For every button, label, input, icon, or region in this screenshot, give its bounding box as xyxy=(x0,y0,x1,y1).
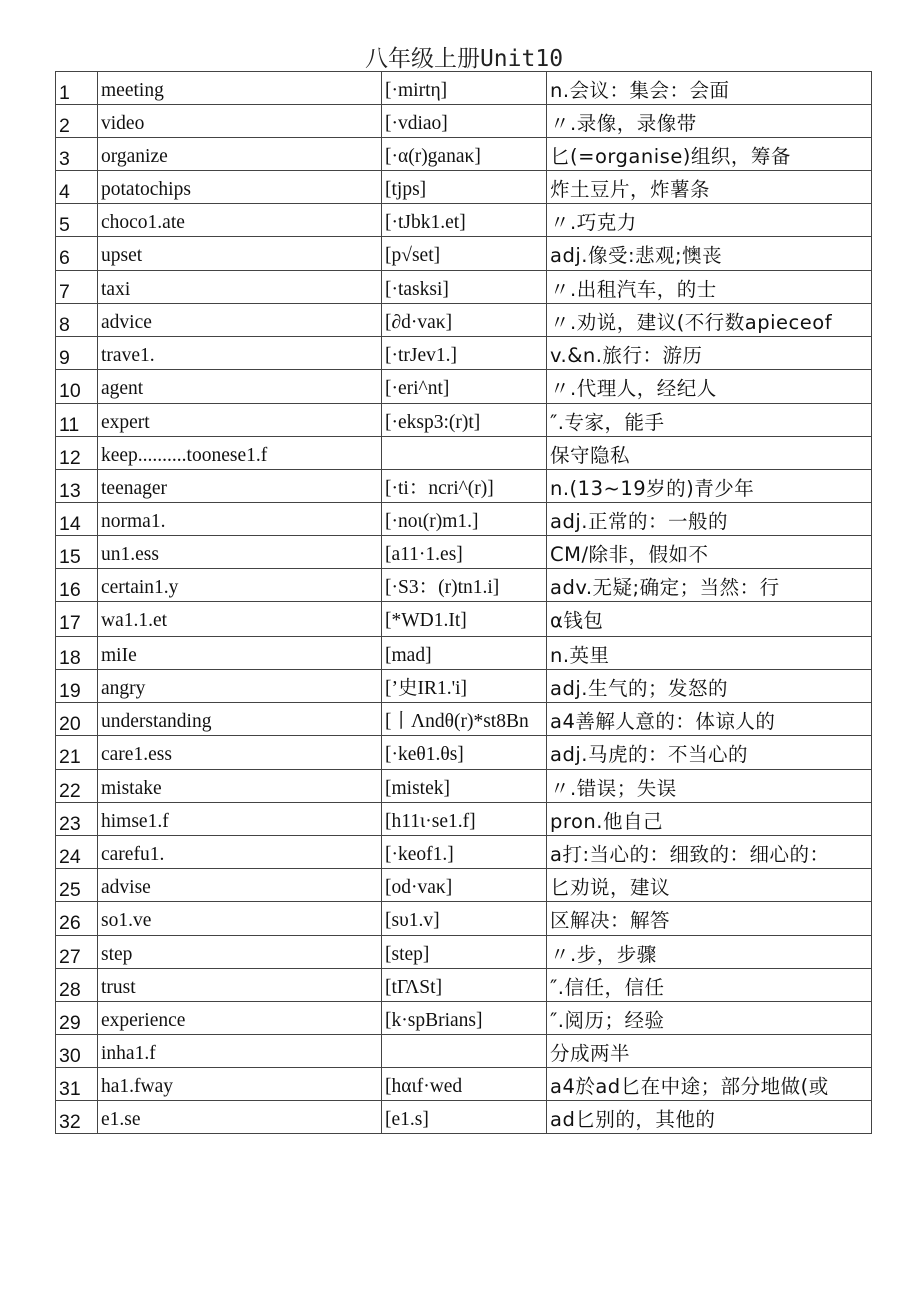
phonetic-cell xyxy=(382,271,547,304)
phonetic-cell-text: [tΓΛSt] xyxy=(385,977,443,998)
table-row xyxy=(56,72,872,105)
meaning-cell xyxy=(547,703,872,736)
word-cell xyxy=(98,836,382,869)
table-row xyxy=(56,902,872,936)
word-cell-text: experience xyxy=(101,1010,186,1031)
phonetic-cell xyxy=(382,105,547,138)
phonetic-cell xyxy=(382,602,547,637)
word-cell xyxy=(98,770,382,803)
phonetic-cell xyxy=(382,304,547,337)
table-row xyxy=(56,569,872,602)
table-row xyxy=(56,171,872,204)
phonetic-cell xyxy=(382,1068,547,1101)
word-cell xyxy=(98,437,382,470)
meaning-cell-text: adv.无疑;确定；当然：行 xyxy=(550,576,780,599)
word-cell xyxy=(98,105,382,138)
phonetic-cell-text: [p√set] xyxy=(385,245,441,266)
phonetic-cell-text: [tjps] xyxy=(385,179,427,200)
meaning-cell xyxy=(547,470,872,503)
table-row xyxy=(56,803,872,836)
word-cell-text: potatochips xyxy=(101,179,191,200)
meaning-cell-text: ″.信任，信任 xyxy=(550,976,665,999)
row-number xyxy=(56,370,98,404)
table-row xyxy=(56,869,872,902)
row-number xyxy=(56,536,98,569)
word-cell xyxy=(98,470,382,503)
table-row xyxy=(56,637,872,670)
phonetic-cell-text: [丨Λndθ(r)*st8Bn xyxy=(385,711,529,732)
meaning-cell xyxy=(547,803,872,836)
row-number xyxy=(56,437,98,470)
row-number-text: 14 xyxy=(59,513,81,535)
meaning-cell-text: n.(13~19岁的)青少年 xyxy=(550,477,755,500)
word-cell xyxy=(98,304,382,337)
meaning-cell xyxy=(547,1035,872,1068)
table-row xyxy=(56,138,872,171)
vocabulary-table-body xyxy=(56,72,872,1134)
row-number-text: 15 xyxy=(59,546,81,568)
meaning-cell-text: 〃.巧克力 xyxy=(550,211,637,234)
word-cell-text: so1.ve xyxy=(101,910,152,931)
row-number-text: 7 xyxy=(59,281,70,303)
phonetic-cell xyxy=(382,836,547,869)
word-cell xyxy=(98,803,382,836)
word-cell xyxy=(98,602,382,637)
word-cell xyxy=(98,337,382,370)
row-number xyxy=(56,271,98,304)
table-row xyxy=(56,370,872,404)
row-number-text: 2 xyxy=(59,115,70,137)
row-number-text: 30 xyxy=(59,1045,81,1067)
meaning-cell-text: 分成两半 xyxy=(550,1042,631,1065)
word-cell xyxy=(98,569,382,602)
row-number-text: 20 xyxy=(59,713,81,735)
meaning-cell xyxy=(547,404,872,437)
meaning-cell xyxy=(547,936,872,969)
meaning-cell-text: 匕劝说，建议 xyxy=(550,876,671,899)
meaning-cell xyxy=(547,902,872,936)
phonetic-cell xyxy=(382,503,547,536)
phonetic-cell xyxy=(382,370,547,404)
table-row xyxy=(56,105,872,138)
phonetic-cell xyxy=(382,869,547,902)
meaning-cell-text: n.英里 xyxy=(550,644,610,667)
meaning-cell xyxy=(547,337,872,370)
phonetic-cell-text: [od·vaκ] xyxy=(385,877,453,898)
row-number-text: 10 xyxy=(59,380,81,402)
meaning-cell xyxy=(547,969,872,1002)
word-cell-text: mistake xyxy=(101,778,162,799)
word-cell-text: keep..........toonese1.f xyxy=(101,445,268,466)
row-number xyxy=(56,72,98,105)
meaning-cell-text: 〃.步，步骤 xyxy=(550,943,657,966)
meaning-cell-text: 〃.出租汽车，的士 xyxy=(550,278,717,301)
meaning-cell-text: ″.阅历；经验 xyxy=(550,1009,665,1032)
phonetic-cell-text: [step] xyxy=(385,944,430,965)
word-cell-text: agent xyxy=(101,378,144,399)
table-row xyxy=(56,1068,872,1101)
word-cell-text: choco1.ate xyxy=(101,212,185,233)
meaning-cell-text: 匕(=organise)组织，筹备 xyxy=(550,145,791,168)
meaning-cell xyxy=(547,536,872,569)
table-row xyxy=(56,470,872,503)
phonetic-cell-text: [a11·1.es] xyxy=(385,544,463,565)
row-number-text: 17 xyxy=(59,612,81,634)
word-cell xyxy=(98,1101,382,1134)
row-number-text: 19 xyxy=(59,680,81,702)
meaning-cell-text: CM/除非，假如不 xyxy=(550,543,709,566)
meaning-cell-text: v.&n.旅行：游历 xyxy=(550,344,703,367)
word-cell-text: trave1. xyxy=(101,345,155,366)
word-cell-text: trust xyxy=(101,977,136,998)
row-number xyxy=(56,171,98,204)
meaning-cell xyxy=(547,670,872,703)
phonetic-cell-text: [·mirtη] xyxy=(385,80,448,101)
phonetic-cell xyxy=(382,770,547,803)
word-cell xyxy=(98,670,382,703)
meaning-cell-text: 〃.错误；失误 xyxy=(550,777,677,800)
word-cell xyxy=(98,404,382,437)
row-number xyxy=(56,1002,98,1035)
meaning-cell xyxy=(547,869,872,902)
phonetic-cell-text: [*WD1.It] xyxy=(385,610,467,631)
row-number xyxy=(56,770,98,803)
row-number-text: 31 xyxy=(59,1078,81,1100)
row-number xyxy=(56,503,98,536)
row-number-text: 6 xyxy=(59,247,70,269)
word-cell xyxy=(98,902,382,936)
row-number-text: 22 xyxy=(59,780,81,802)
table-row xyxy=(56,1101,872,1134)
word-cell xyxy=(98,503,382,536)
phonetic-cell xyxy=(382,404,547,437)
meaning-cell-text: pron.他自己 xyxy=(550,810,663,833)
row-number-text: 28 xyxy=(59,979,81,1001)
meaning-cell xyxy=(547,569,872,602)
meaning-cell-text: 区解决：解答 xyxy=(550,909,671,932)
row-number xyxy=(56,204,98,237)
meaning-cell-text: 〃.代理人，经纪人 xyxy=(550,377,717,400)
row-number-text: 29 xyxy=(59,1012,81,1034)
phonetic-cell xyxy=(382,803,547,836)
word-cell-text: carefu1. xyxy=(101,844,165,865)
word-cell-text: himse1.f xyxy=(101,811,169,832)
meaning-cell xyxy=(547,171,872,204)
meaning-cell-text: 〃.劝说，建议(不行数apieceof xyxy=(550,311,833,334)
phonetic-cell-text: [e1.s] xyxy=(385,1109,429,1130)
word-cell-text: e1.se xyxy=(101,1109,141,1130)
word-cell xyxy=(98,969,382,1002)
phonetic-cell xyxy=(382,437,547,470)
phonetic-cell-text: [k·spBrians] xyxy=(385,1010,483,1031)
phonetic-cell xyxy=(382,736,547,770)
phonetic-cell xyxy=(382,237,547,271)
table-row xyxy=(56,1002,872,1035)
meaning-cell xyxy=(547,271,872,304)
word-cell xyxy=(98,869,382,902)
meaning-cell-text: a4於ad匕在中途；部分地做(或 xyxy=(550,1075,829,1098)
row-number-text: 25 xyxy=(59,879,81,901)
meaning-cell-text: a打:当心的：细致的：细心的： xyxy=(550,843,830,866)
word-cell-text: step xyxy=(101,944,133,965)
meaning-cell-text: adj.生气的；发怒的 xyxy=(550,677,728,700)
meaning-cell-text: ad匕别的，其他的 xyxy=(550,1108,716,1131)
word-cell-text: un1.ess xyxy=(101,544,159,565)
row-number-text: 32 xyxy=(59,1111,81,1133)
phonetic-cell-text: [·eri^nt] xyxy=(385,378,450,399)
table-row xyxy=(56,204,872,237)
phonetic-cell-text: [∂d·vaκ] xyxy=(385,312,453,333)
word-cell-text: taxi xyxy=(101,279,131,300)
row-number xyxy=(56,670,98,703)
meaning-cell xyxy=(547,1101,872,1134)
phonetic-cell xyxy=(382,536,547,569)
row-number-text: 16 xyxy=(59,579,81,601)
table-row xyxy=(56,1035,872,1068)
word-cell xyxy=(98,72,382,105)
row-number-text: 5 xyxy=(59,214,70,236)
phonetic-cell xyxy=(382,1035,547,1068)
row-number xyxy=(56,105,98,138)
row-number xyxy=(56,138,98,171)
word-cell xyxy=(98,138,382,171)
row-number xyxy=(56,703,98,736)
phonetic-cell-text: [·keof1.] xyxy=(385,844,454,865)
row-number xyxy=(56,936,98,969)
phonetic-cell xyxy=(382,1002,547,1035)
row-number xyxy=(56,1101,98,1134)
phonetic-cell-text: [·tJbk1.et] xyxy=(385,212,466,233)
meaning-cell-text: adj.正常的：一般的 xyxy=(550,510,728,533)
word-cell xyxy=(98,171,382,204)
meaning-cell-text: α钱包 xyxy=(550,609,604,632)
phonetic-cell xyxy=(382,969,547,1002)
phonetic-cell-text: [·trJev1.] xyxy=(385,345,458,366)
table-row xyxy=(56,237,872,271)
phonetic-cell-text: [·vdiao] xyxy=(385,113,448,134)
row-number-text: 24 xyxy=(59,846,81,868)
word-cell-text: meeting xyxy=(101,80,164,101)
word-cell-text: ha1.fway xyxy=(101,1076,174,1097)
word-cell-text: wa1.1.et xyxy=(101,610,168,631)
row-number-text: 23 xyxy=(59,813,81,835)
phonetic-cell xyxy=(382,470,547,503)
vocabulary-table xyxy=(55,71,872,1134)
table-row xyxy=(56,770,872,803)
word-cell-text: angry xyxy=(101,678,146,699)
word-cell xyxy=(98,204,382,237)
table-row xyxy=(56,337,872,370)
row-number xyxy=(56,902,98,936)
meaning-cell-text: 保守隐私 xyxy=(550,444,631,467)
meaning-cell xyxy=(547,138,872,171)
row-number xyxy=(56,304,98,337)
phonetic-cell-text: [mistek] xyxy=(385,778,450,799)
phonetic-cell xyxy=(382,902,547,936)
phonetic-cell-text: [·α(r)ganaκ] xyxy=(385,146,481,167)
phonetic-cell-text: [mad] xyxy=(385,645,432,666)
phonetic-cell-text: [·S3：(r)tn1.i] xyxy=(385,577,500,598)
table-row xyxy=(56,404,872,437)
phonetic-cell-text: [·tasksi] xyxy=(385,279,449,300)
meaning-cell xyxy=(547,437,872,470)
row-number xyxy=(56,836,98,869)
word-cell xyxy=(98,237,382,271)
phonetic-cell-text: [·ti：ncri^(r)] xyxy=(385,478,494,499)
row-number-text: 1 xyxy=(59,82,70,104)
table-row xyxy=(56,271,872,304)
meaning-cell xyxy=(547,1068,872,1101)
meaning-cell-text: 〃.录像，录像带 xyxy=(550,112,697,135)
phonetic-cell xyxy=(382,569,547,602)
table-row xyxy=(56,703,872,736)
table-row xyxy=(56,503,872,536)
meaning-cell xyxy=(547,72,872,105)
meaning-cell xyxy=(547,736,872,770)
word-cell xyxy=(98,1068,382,1101)
word-cell xyxy=(98,637,382,670)
row-number xyxy=(56,1068,98,1101)
word-cell xyxy=(98,271,382,304)
row-number-text: 18 xyxy=(59,647,81,669)
meaning-cell-text: ″.专家，能手 xyxy=(550,411,665,434)
meaning-cell-text: n.会议：集会：会面 xyxy=(550,79,730,102)
phonetic-cell-text: [’史IR1.'i] xyxy=(385,678,468,699)
phonetic-cell-text: [hαιf·wed xyxy=(385,1076,463,1097)
word-cell-text: care1.ess xyxy=(101,744,172,765)
phonetic-cell xyxy=(382,1101,547,1134)
table-row xyxy=(56,670,872,703)
meaning-cell xyxy=(547,836,872,869)
meaning-cell xyxy=(547,637,872,670)
table-row xyxy=(56,836,872,869)
row-number-text: 26 xyxy=(59,912,81,934)
phonetic-cell xyxy=(382,637,547,670)
word-cell-text: advice xyxy=(101,312,152,333)
meaning-cell-text: 炸土豆片，炸薯条 xyxy=(550,178,711,201)
row-number-text: 13 xyxy=(59,480,81,502)
meaning-cell xyxy=(547,304,872,337)
row-number xyxy=(56,803,98,836)
phonetic-cell-text: [·eksp3:(r)t] xyxy=(385,412,481,433)
word-cell xyxy=(98,703,382,736)
word-cell-text: norma1. xyxy=(101,511,166,532)
meaning-cell xyxy=(547,370,872,404)
row-number-text: 9 xyxy=(59,347,70,369)
phonetic-cell xyxy=(382,72,547,105)
word-cell-text: advise xyxy=(101,877,151,898)
phonetic-cell-text: [·noι(r)m1.] xyxy=(385,511,479,532)
meaning-cell-text: adj.马虎的：不当心的 xyxy=(550,743,748,766)
phonetic-cell xyxy=(382,337,547,370)
phonetic-cell xyxy=(382,138,547,171)
phonetic-cell-text: [h11ι·se1.f] xyxy=(385,811,476,832)
word-cell-text: organize xyxy=(101,146,168,167)
row-number xyxy=(56,1035,98,1068)
row-number xyxy=(56,736,98,770)
row-number xyxy=(56,470,98,503)
row-number xyxy=(56,969,98,1002)
meaning-cell xyxy=(547,1002,872,1035)
meaning-cell xyxy=(547,770,872,803)
row-number xyxy=(56,569,98,602)
meaning-cell xyxy=(547,503,872,536)
word-cell-text: upset xyxy=(101,245,143,266)
word-cell-text: video xyxy=(101,113,145,134)
row-number-text: 21 xyxy=(59,746,81,768)
phonetic-cell xyxy=(382,703,547,736)
word-cell xyxy=(98,736,382,770)
row-number-text: 27 xyxy=(59,946,81,968)
word-cell-text: expert xyxy=(101,412,150,433)
row-number-text: 8 xyxy=(59,314,70,336)
word-cell xyxy=(98,370,382,404)
row-number xyxy=(56,869,98,902)
phonetic-cell xyxy=(382,171,547,204)
phonetic-cell xyxy=(382,204,547,237)
meaning-cell xyxy=(547,105,872,138)
phonetic-cell xyxy=(382,936,547,969)
word-cell-text: teenager xyxy=(101,478,168,499)
table-row xyxy=(56,536,872,569)
row-number xyxy=(56,602,98,637)
row-number xyxy=(56,237,98,271)
table-row xyxy=(56,602,872,637)
meaning-cell xyxy=(547,237,872,271)
row-number-text: 3 xyxy=(59,148,70,170)
row-number xyxy=(56,404,98,437)
meaning-cell xyxy=(547,602,872,637)
phonetic-cell-text: [·keθ1.θs] xyxy=(385,744,464,765)
table-row xyxy=(56,736,872,770)
word-cell-text: understanding xyxy=(101,711,212,732)
table-row xyxy=(56,936,872,969)
row-number-text: 11 xyxy=(59,414,80,436)
word-cell-text: certain1.y xyxy=(101,577,179,598)
row-number xyxy=(56,637,98,670)
word-cell xyxy=(98,1002,382,1035)
word-cell-text: miIe xyxy=(101,645,137,666)
table-row xyxy=(56,969,872,1002)
word-cell-text: inha1.f xyxy=(101,1043,156,1064)
phonetic-cell-text: [sυ1.v] xyxy=(385,910,440,931)
phonetic-cell xyxy=(382,670,547,703)
meaning-cell-text: a4善解人意的：体谅人的 xyxy=(550,710,776,733)
meaning-cell xyxy=(547,204,872,237)
page-title: 八年级上册Unit10 xyxy=(364,46,564,72)
word-cell xyxy=(98,536,382,569)
row-number xyxy=(56,337,98,370)
word-cell xyxy=(98,936,382,969)
row-number-text: 4 xyxy=(59,181,70,203)
row-number-text: 12 xyxy=(59,447,81,469)
table-row xyxy=(56,437,872,470)
meaning-cell-text: adj.像受:悲观;懊丧 xyxy=(550,244,723,267)
word-cell xyxy=(98,1035,382,1068)
table-row xyxy=(56,304,872,337)
